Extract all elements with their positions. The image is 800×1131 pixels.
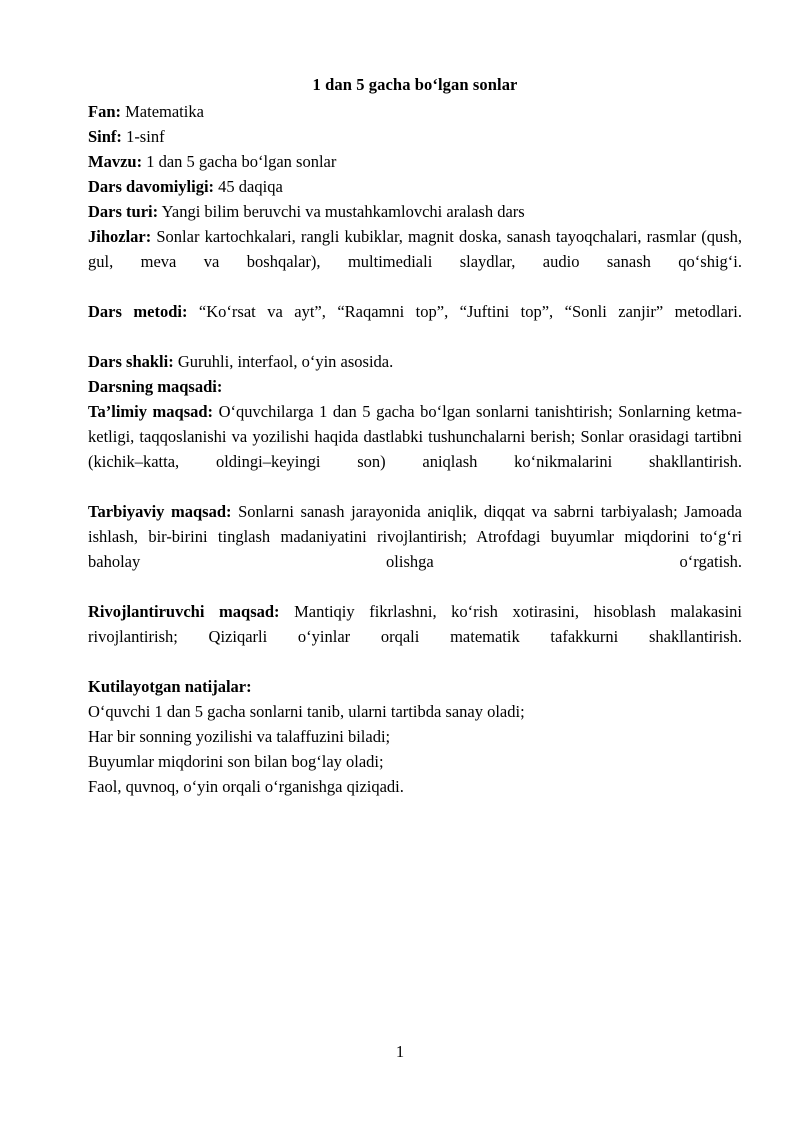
field-dars-metodi [88,299,742,349]
document-title: 1 dan 5 gacha bo‘lgan sonlar [312,75,518,94]
field-dars-davomiyligi [88,174,742,199]
field-tarbiyaviy-maqsad [88,499,742,599]
field-value: “Ko‘rsat va ayt”, “Raqamni top”, “Juftini top”, “Sonli zanjir” metodlari. [187,302,742,321]
field-fan [88,99,742,124]
outcome-item: Buyumlar miqdorini son bilan bog‘lay oladi; [88,752,384,771]
field-label: Dars shakli: [88,352,174,371]
field-label: Jihozlar: [88,227,152,246]
field-value: 1-sinf [121,127,165,146]
field-dars-shakli [88,349,742,374]
field-label: Kutilayotgan natijalar: [88,677,252,696]
field-label: Dars turi: [88,202,159,221]
field-value: 45 daqiqa [214,177,283,196]
field-label: Ta’limiy maqsad: [88,402,214,421]
field-rivojlantiruvchi-maqsad [88,599,742,674]
page-number: 1 [395,1042,405,1061]
field-value: Matematika [121,102,204,121]
field-dars-turi [88,199,742,224]
field-sinf [88,124,742,149]
field-value: Sonlar kartochkalari, rangli kubiklar, magnit doska, sanash tayoqchalari, rasmlar (qush, gul, meva va boshqalar), multimediali slaydlar, audio sanash qo‘shig‘i. [88,227,742,271]
field-value: Sonlarni sanash jarayonida aniqlik, diqqat va sabrni tarbiyalash; Jamoada ishlash, bir-birini tinglash madaniyatini rivojlantirish; Atrofdagi buyumlar miqdorini to‘g‘ri baholay olishga o‘rgatish. [88,502,742,571]
field-value: Guruhli, interfaol, o‘yin asosida. [173,352,394,371]
heading-kutilayotgan-natijalar [88,674,742,699]
outcome-item: O‘quvchi 1 dan 5 gacha sonlarni tanib, ularni tartibda sanay oladi; [88,702,525,721]
field-jihozlar [88,224,742,299]
outcome-item: Har bir sonning yozilishi va talaffuzini biladi; [88,727,391,746]
field-talimiy-maqsad [88,399,742,499]
field-label: Sinf: [88,127,122,146]
field-label: Dars metodi: [88,302,188,321]
field-value: Mantiqiy fikrlashni, ko‘rish xotirasini, hisoblash malakasini rivojlantirish; Qiziqarli o‘yinlar orqali matematik tafakkurni shakllantirish. [88,602,742,646]
field-label: Dars davomiyligi: [88,177,215,196]
heading-darsning-maqsadi [88,374,742,399]
outcome-item: Faol, quvnoq, o‘yin orqali o‘rganishga qiziqadi. [88,777,404,796]
document-body [88,72,742,799]
field-label: Fan: [88,102,121,121]
field-mavzu [88,149,742,174]
field-label: Tarbiyaviy maqsad: [88,502,232,521]
field-label: Mavzu: [88,152,143,171]
field-value: 1 dan 5 gacha bo‘lgan sonlar [142,152,337,171]
field-value: O‘quvchilarga 1 dan 5 gacha bo‘lgan sonlarni tanishtirish; Sonlarning ketma-ketligi, taqqoslanishi va yozilishi haqida dastlabki tushunchalarni berish; Sonlar orasidagi tartibni (kichik–katta, oldingi–keyingi son) aniqlash ko‘nikmalarini shakllantirish. [88,402,742,471]
field-label: Darsning maqsadi: [88,377,223,396]
field-value: Yangi bilim beruvchi va mustahkamlovchi aralash dars [158,202,525,221]
field-label: Rivojlantiruvchi maqsad: [88,602,280,621]
